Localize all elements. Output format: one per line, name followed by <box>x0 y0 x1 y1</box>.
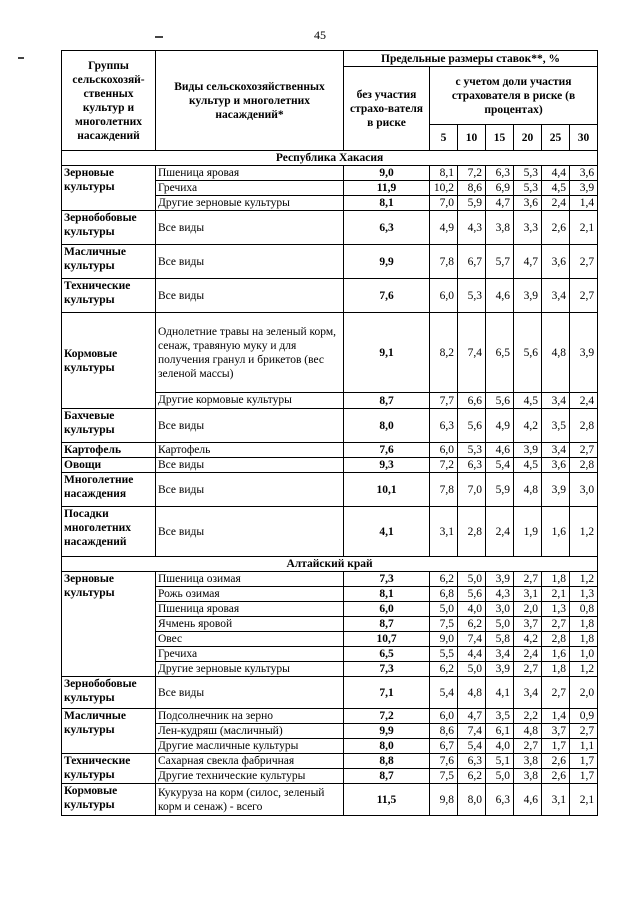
rate-share-15: 5,9 <box>486 473 514 507</box>
rate-share-25: 1,8 <box>542 572 570 587</box>
rate-share-25: 1,8 <box>542 662 570 677</box>
crop-kind: Однолетние травы на зеленый корм, сенаж, травяную муку и для получения гранул и брикетов (вес зеленой массы) <box>156 313 344 393</box>
table-row <box>62 166 598 181</box>
rate-share-5: 7,6 <box>430 754 458 769</box>
base-rate: 6,3 <box>344 211 430 245</box>
rate-share-15: 4,0 <box>486 739 514 754</box>
rate-share-20: 4,5 <box>514 393 542 409</box>
table-row <box>62 443 598 458</box>
rate-share-25: 3,4 <box>542 393 570 409</box>
rate-share-10: 5,4 <box>458 739 486 754</box>
crop-group: Посадки многолетних насаждений <box>62 507 156 557</box>
rate-share-25: 3,6 <box>542 245 570 279</box>
rate-share-25: 1,6 <box>542 507 570 557</box>
rate-share-10: 6,2 <box>458 769 486 784</box>
rate-share-30: 2,1 <box>570 211 598 245</box>
rate-share-15: 4,7 <box>486 196 514 211</box>
insurance-rates-table <box>61 50 598 816</box>
rate-share-20: 3,8 <box>514 754 542 769</box>
rate-share-30: 2,7 <box>570 724 598 739</box>
crop-group: Масличные культуры <box>62 709 156 754</box>
rate-share-15: 5,8 <box>486 632 514 647</box>
crop-kind: Все виды <box>156 677 344 709</box>
rate-share-20: 2,7 <box>514 572 542 587</box>
table-row <box>62 784 598 816</box>
rate-share-20: 5,3 <box>514 181 542 196</box>
crop-kind: Овес <box>156 632 344 647</box>
rate-share-20: 4,6 <box>514 784 542 816</box>
rate-share-30: 2,4 <box>570 393 598 409</box>
crop-group: Картофель <box>62 443 156 458</box>
crop-kind: Лен-кудряш (масличный) <box>156 724 344 739</box>
rate-share-15: 5,4 <box>486 458 514 473</box>
crop-kind: Кукуруза на корм (силос, зеленый корм и сенаж) - всего <box>156 784 344 816</box>
rate-share-10: 4,4 <box>458 647 486 662</box>
base-rate: 9,0 <box>344 166 430 181</box>
rate-share-20: 3,8 <box>514 769 542 784</box>
rate-share-30: 3,9 <box>570 313 598 393</box>
header-share-25: 25 <box>542 125 570 151</box>
crop-kind: Все виды <box>156 507 344 557</box>
base-rate: 8,1 <box>344 587 430 602</box>
rate-share-10: 5,6 <box>458 587 486 602</box>
rate-share-20: 3,9 <box>514 443 542 458</box>
rate-share-20: 3,4 <box>514 677 542 709</box>
rate-share-25: 3,7 <box>542 724 570 739</box>
rate-share-10: 4,7 <box>458 709 486 724</box>
rate-share-30: 1,3 <box>570 587 598 602</box>
rate-share-30: 1,7 <box>570 754 598 769</box>
rate-share-15: 4,3 <box>486 587 514 602</box>
rate-share-30: 1,2 <box>570 507 598 557</box>
rate-share-25: 2,8 <box>542 632 570 647</box>
rate-share-5: 7,5 <box>430 617 458 632</box>
rate-share-30: 1,0 <box>570 647 598 662</box>
rate-share-15: 5,6 <box>486 393 514 409</box>
scan-mark <box>155 36 163 38</box>
rate-share-10: 7,2 <box>458 166 486 181</box>
header-share-5: 5 <box>430 125 458 151</box>
crop-kind: Пшеница яровая <box>156 602 344 617</box>
rate-share-15: 6,9 <box>486 181 514 196</box>
rate-share-15: 3,5 <box>486 709 514 724</box>
rate-share-5: 6,7 <box>430 739 458 754</box>
base-rate: 9,3 <box>344 458 430 473</box>
rate-share-5: 7,0 <box>430 196 458 211</box>
rate-share-15: 3,4 <box>486 647 514 662</box>
base-rate: 8,1 <box>344 196 430 211</box>
crop-group: Зерновые культуры <box>62 166 156 211</box>
rate-share-5: 6,0 <box>430 443 458 458</box>
rate-share-10: 5,3 <box>458 443 486 458</box>
rate-share-20: 3,9 <box>514 279 542 313</box>
table-row <box>62 211 598 245</box>
crop-kind: Все виды <box>156 458 344 473</box>
rate-share-5: 4,9 <box>430 211 458 245</box>
header-group: Группы сельскохозяй-ственных культур и многолетних насаждений <box>62 51 156 151</box>
base-rate: 9,9 <box>344 724 430 739</box>
rate-share-20: 4,8 <box>514 724 542 739</box>
base-rate: 8,7 <box>344 769 430 784</box>
rate-share-5: 3,1 <box>430 507 458 557</box>
rate-share-10: 7,0 <box>458 473 486 507</box>
table-row <box>62 279 598 313</box>
base-rate: 7,6 <box>344 279 430 313</box>
rate-share-30: 1,2 <box>570 572 598 587</box>
rate-share-30: 2,1 <box>570 784 598 816</box>
rate-share-30: 1,1 <box>570 739 598 754</box>
rate-share-25: 3,4 <box>542 443 570 458</box>
base-rate: 8,0 <box>344 739 430 754</box>
rate-share-15: 5,0 <box>486 617 514 632</box>
crop-kind: Другие зерновые культуры <box>156 196 344 211</box>
rate-share-5: 5,5 <box>430 647 458 662</box>
table-row <box>62 473 598 507</box>
region-title: Республика Хакасия <box>62 151 598 166</box>
rate-share-5: 9,0 <box>430 632 458 647</box>
rate-share-20: 3,3 <box>514 211 542 245</box>
crop-group: Многолетние насаждения <box>62 473 156 507</box>
rate-share-20: 2,2 <box>514 709 542 724</box>
crop-group: Кормовые культуры <box>62 313 156 409</box>
rate-share-25: 1,6 <box>542 647 570 662</box>
table-row <box>62 754 598 769</box>
crop-kind: Все виды <box>156 211 344 245</box>
rate-share-15: 3,9 <box>486 572 514 587</box>
rate-share-15: 3,0 <box>486 602 514 617</box>
table-row <box>62 572 598 587</box>
base-rate: 7,3 <box>344 572 430 587</box>
header-share: с учетом доли участия страхователя в риске (в процентах) <box>430 67 598 125</box>
base-rate: 11,5 <box>344 784 430 816</box>
rate-share-10: 5,9 <box>458 196 486 211</box>
rate-share-30: 2,8 <box>570 409 598 443</box>
base-rate: 6,0 <box>344 602 430 617</box>
rate-share-20: 4,2 <box>514 632 542 647</box>
crop-kind: Другие масличные культуры <box>156 739 344 754</box>
table-body <box>62 151 598 816</box>
rate-share-5: 7,7 <box>430 393 458 409</box>
rate-share-5: 7,8 <box>430 473 458 507</box>
rate-share-5: 6,3 <box>430 409 458 443</box>
crop-kind: Подсолнечник на зерно <box>156 709 344 724</box>
rate-share-25: 2,7 <box>542 677 570 709</box>
rate-share-10: 4,8 <box>458 677 486 709</box>
rate-share-10: 7,4 <box>458 724 486 739</box>
table-row <box>62 313 598 393</box>
rate-share-30: 2,7 <box>570 279 598 313</box>
crop-kind: Все виды <box>156 245 344 279</box>
crop-kind: Сахарная свекла фабричная <box>156 754 344 769</box>
rate-share-15: 5,1 <box>486 754 514 769</box>
rate-share-20: 3,1 <box>514 587 542 602</box>
rate-share-5: 10,2 <box>430 181 458 196</box>
rate-share-5: 8,2 <box>430 313 458 393</box>
crop-kind: Все виды <box>156 279 344 313</box>
crop-kind: Пшеница яровая <box>156 166 344 181</box>
crop-group: Овощи <box>62 458 156 473</box>
rate-share-25: 3,4 <box>542 279 570 313</box>
crop-kind: Другие технические культуры <box>156 769 344 784</box>
rate-share-30: 1,4 <box>570 196 598 211</box>
rate-share-25: 2,7 <box>542 617 570 632</box>
rate-share-5: 5,4 <box>430 677 458 709</box>
base-rate: 6,5 <box>344 647 430 662</box>
base-rate: 7,6 <box>344 443 430 458</box>
base-rate: 8,7 <box>344 617 430 632</box>
page-number: 45 <box>314 28 326 42</box>
rate-share-10: 8,0 <box>458 784 486 816</box>
rate-share-20: 3,6 <box>514 196 542 211</box>
header-share-30: 30 <box>570 125 598 151</box>
crop-group: Технические культуры <box>62 754 156 784</box>
header-kind: Виды сельскохозяйственных культур и многолетних насаждений* <box>156 51 344 151</box>
rate-share-15: 6,3 <box>486 166 514 181</box>
rate-share-25: 1,7 <box>542 739 570 754</box>
rate-share-15: 3,9 <box>486 662 514 677</box>
crop-kind: Гречиха <box>156 181 344 196</box>
rate-share-10: 5,3 <box>458 279 486 313</box>
rate-share-10: 8,6 <box>458 181 486 196</box>
rate-share-20: 4,5 <box>514 458 542 473</box>
rate-share-5: 7,2 <box>430 458 458 473</box>
rate-share-10: 5,0 <box>458 572 486 587</box>
header-share-20: 20 <box>514 125 542 151</box>
rate-share-25: 4,8 <box>542 313 570 393</box>
base-rate: 7,2 <box>344 709 430 724</box>
rate-share-20: 2,7 <box>514 739 542 754</box>
rate-share-25: 2,4 <box>542 196 570 211</box>
crop-group: Зернобобовые культуры <box>62 677 156 709</box>
rate-share-10: 2,8 <box>458 507 486 557</box>
base-rate: 9,1 <box>344 313 430 393</box>
crop-kind: Гречиха <box>156 647 344 662</box>
base-rate: 11,9 <box>344 181 430 196</box>
rate-share-25: 4,4 <box>542 166 570 181</box>
crop-kind: Все виды <box>156 409 344 443</box>
header-share-15: 15 <box>486 125 514 151</box>
rate-share-15: 2,4 <box>486 507 514 557</box>
rate-share-20: 2,0 <box>514 602 542 617</box>
rate-share-5: 8,6 <box>430 724 458 739</box>
base-rate: 7,3 <box>344 662 430 677</box>
base-rate: 7,1 <box>344 677 430 709</box>
rate-share-20: 4,8 <box>514 473 542 507</box>
rate-share-30: 2,8 <box>570 458 598 473</box>
rate-share-30: 1,8 <box>570 617 598 632</box>
rate-share-15: 3,8 <box>486 211 514 245</box>
base-rate: 4,1 <box>344 507 430 557</box>
base-rate: 8,7 <box>344 393 430 409</box>
rate-share-10: 4,0 <box>458 602 486 617</box>
rate-share-30: 0,9 <box>570 709 598 724</box>
table-row <box>62 245 598 279</box>
table-row <box>62 409 598 443</box>
rate-share-15: 4,6 <box>486 443 514 458</box>
rate-share-5: 6,2 <box>430 572 458 587</box>
rate-share-25: 2,6 <box>542 211 570 245</box>
header-limits: Предельные размеры ставок**, % <box>344 51 598 67</box>
rate-share-10: 6,6 <box>458 393 486 409</box>
rate-share-15: 4,6 <box>486 279 514 313</box>
crop-kind: Ячмень яровой <box>156 617 344 632</box>
rate-share-30: 3,0 <box>570 473 598 507</box>
crop-kind: Все виды <box>156 473 344 507</box>
rate-share-15: 4,9 <box>486 409 514 443</box>
rate-share-25: 2,6 <box>542 754 570 769</box>
rate-share-5: 6,0 <box>430 709 458 724</box>
rate-share-25: 3,9 <box>542 473 570 507</box>
crop-kind: Рожь озимая <box>156 587 344 602</box>
rate-share-10: 6,7 <box>458 245 486 279</box>
rate-share-30: 1,2 <box>570 662 598 677</box>
rate-share-10: 6,2 <box>458 617 486 632</box>
crop-group: Кормовые культуры <box>62 784 156 816</box>
crop-kind: Пшеница озимая <box>156 572 344 587</box>
base-rate: 10,1 <box>344 473 430 507</box>
crop-kind: Другие зерновые культуры <box>156 662 344 677</box>
crop-group: Технические культуры <box>62 279 156 313</box>
table-row <box>62 709 598 724</box>
table-header <box>62 51 598 151</box>
rate-share-30: 2,0 <box>570 677 598 709</box>
crop-group: Зерновые культуры <box>62 572 156 677</box>
rate-share-5: 7,5 <box>430 769 458 784</box>
rate-share-5: 5,0 <box>430 602 458 617</box>
table-row <box>62 507 598 557</box>
crop-group: Зернобобовые культуры <box>62 211 156 245</box>
rate-share-5: 9,8 <box>430 784 458 816</box>
rate-share-30: 3,6 <box>570 166 598 181</box>
rate-share-5: 8,1 <box>430 166 458 181</box>
rate-share-25: 1,4 <box>542 709 570 724</box>
rate-share-30: 3,9 <box>570 181 598 196</box>
rate-share-15: 6,1 <box>486 724 514 739</box>
rate-share-25: 1,3 <box>542 602 570 617</box>
rate-share-10: 5,6 <box>458 409 486 443</box>
region-row <box>62 557 598 572</box>
rate-share-10: 7,4 <box>458 313 486 393</box>
base-rate: 8,0 <box>344 409 430 443</box>
rate-share-15: 5,0 <box>486 769 514 784</box>
table-row <box>62 458 598 473</box>
rate-share-25: 4,5 <box>542 181 570 196</box>
base-rate: 10,7 <box>344 632 430 647</box>
crop-kind: Картофель <box>156 443 344 458</box>
rate-share-30: 1,7 <box>570 769 598 784</box>
rate-share-5: 6,0 <box>430 279 458 313</box>
rate-share-30: 2,7 <box>570 443 598 458</box>
rate-share-20: 5,6 <box>514 313 542 393</box>
rate-share-20: 5,3 <box>514 166 542 181</box>
header-share-10: 10 <box>458 125 486 151</box>
rate-share-5: 7,8 <box>430 245 458 279</box>
rate-share-25: 3,6 <box>542 458 570 473</box>
rate-share-20: 2,4 <box>514 647 542 662</box>
crop-kind: Другие кормовые культуры <box>156 393 344 409</box>
rate-share-5: 6,2 <box>430 662 458 677</box>
scan-mark <box>18 57 24 59</box>
rate-share-10: 7,4 <box>458 632 486 647</box>
rate-share-20: 4,2 <box>514 409 542 443</box>
rate-share-10: 6,3 <box>458 458 486 473</box>
rate-share-30: 1,8 <box>570 632 598 647</box>
region-title: Алтайский край <box>62 557 598 572</box>
rate-share-15: 6,3 <box>486 784 514 816</box>
base-rate: 8,8 <box>344 754 430 769</box>
crop-group: Масличные культуры <box>62 245 156 279</box>
rate-share-25: 3,1 <box>542 784 570 816</box>
rate-share-10: 5,0 <box>458 662 486 677</box>
rate-share-15: 5,7 <box>486 245 514 279</box>
region-row <box>62 151 598 166</box>
crop-group: Бахчевые культуры <box>62 409 156 443</box>
header-base: без участия страхо-вателя в риске <box>344 67 430 151</box>
rate-share-25: 2,6 <box>542 769 570 784</box>
rate-share-10: 6,3 <box>458 754 486 769</box>
rate-share-20: 2,7 <box>514 662 542 677</box>
rate-share-10: 4,3 <box>458 211 486 245</box>
rate-share-25: 3,5 <box>542 409 570 443</box>
rate-share-20: 4,7 <box>514 245 542 279</box>
rate-share-20: 3,7 <box>514 617 542 632</box>
rate-share-25: 2,1 <box>542 587 570 602</box>
rate-share-5: 6,8 <box>430 587 458 602</box>
table-row <box>62 677 598 709</box>
rate-share-15: 4,1 <box>486 677 514 709</box>
rate-share-30: 0,8 <box>570 602 598 617</box>
rate-share-20: 1,9 <box>514 507 542 557</box>
base-rate: 9,9 <box>344 245 430 279</box>
rate-share-15: 6,5 <box>486 313 514 393</box>
rate-share-30: 2,7 <box>570 245 598 279</box>
